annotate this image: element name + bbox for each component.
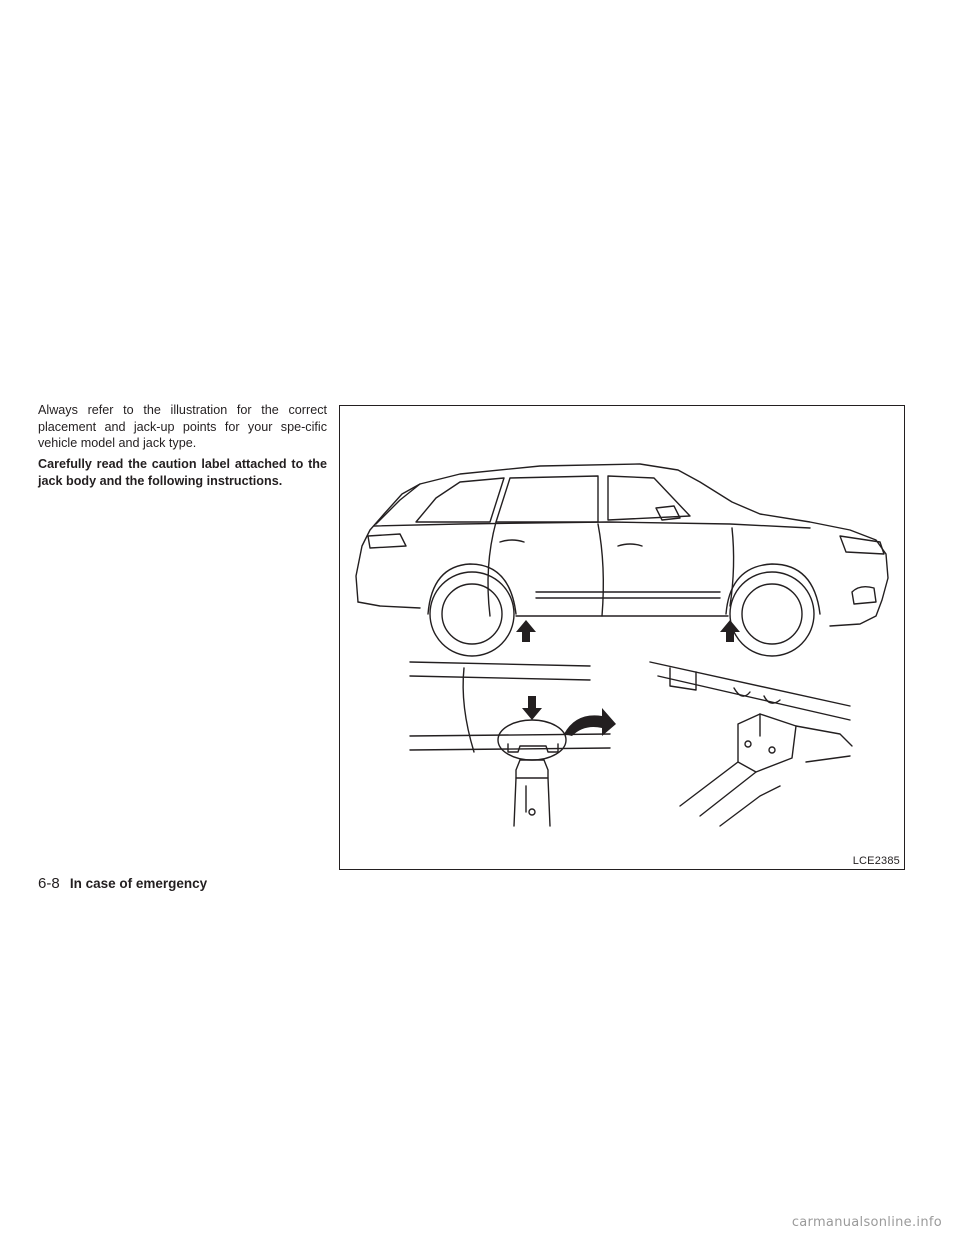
instruction-paragraph: Always refer to the illustration for the correct placement and jack-up points for your spe-cific vehicle model and jack type. [38,403,327,451]
down-arrow-icon [522,696,542,720]
caution-paragraph: Carefully read the caution label attached to the jack body and the following instructions. [38,457,327,488]
watermark: carmanualsonline.info [791,1215,942,1230]
curved-arrow-icon [564,708,616,736]
section-title: In case of emergency [69,876,208,891]
jack-point-arrow [720,620,740,642]
jack-detail-rear [650,662,852,826]
jack-point-illustration [339,405,905,870]
figure-code: LCE2385 [852,855,900,867]
page-footer [38,875,207,893]
page-number: 6-8 [38,875,60,892]
jack-detail-front [410,662,610,826]
vehicle-outline [356,464,888,656]
jack-point-arrow [516,620,536,642]
